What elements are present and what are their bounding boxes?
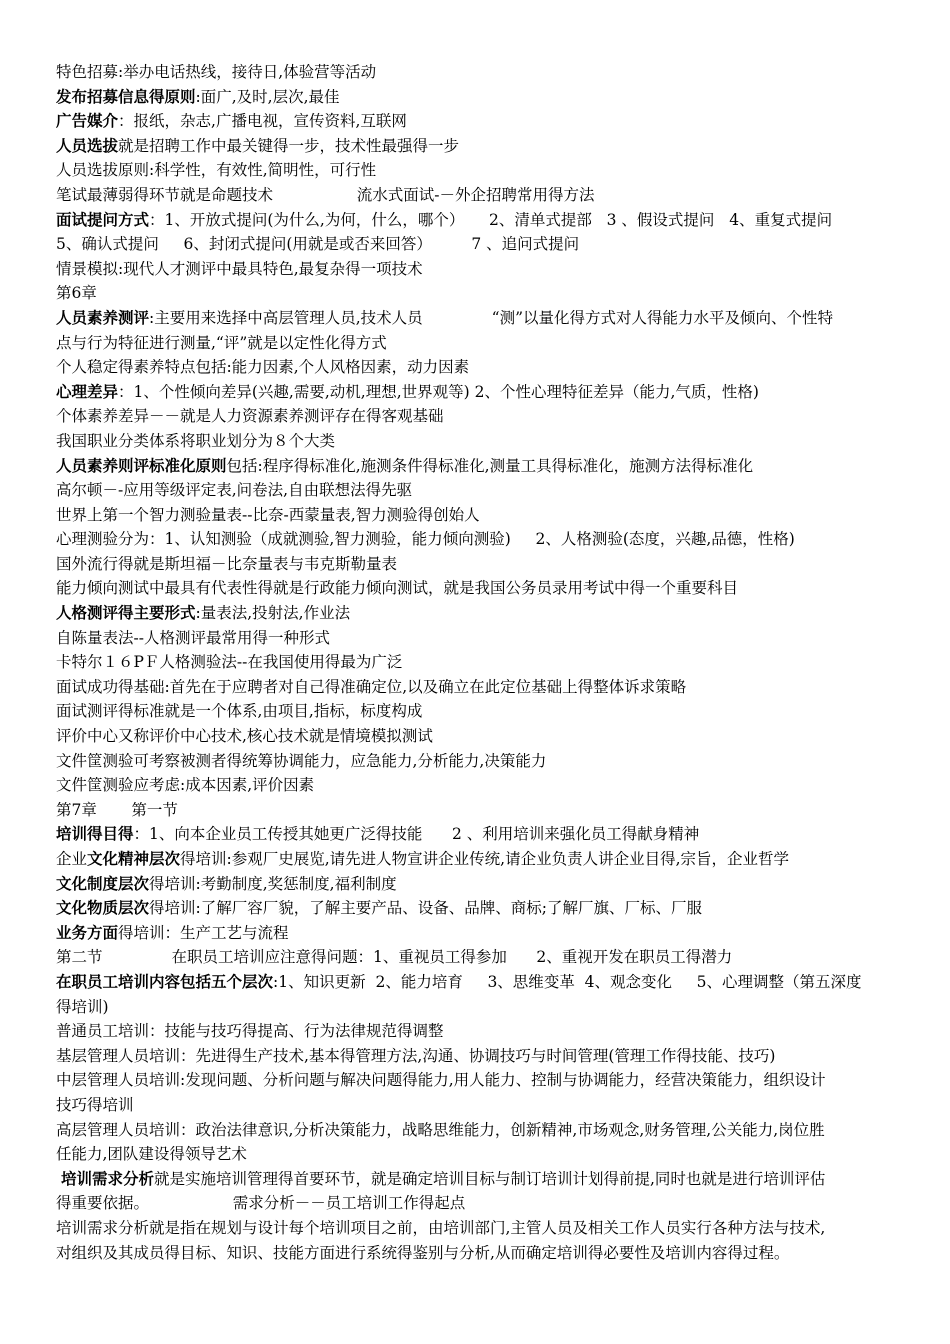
- bold-term: 人员选拔: [56, 135, 119, 155]
- text-line: [56, 699, 906, 724]
- bold-term: 文化精神层次: [87, 849, 181, 868]
- text-line: [56, 60, 906, 85]
- text-line: [56, 896, 906, 921]
- text-line: [56, 1044, 906, 1069]
- text-line: [56, 847, 906, 872]
- line-text: 国外流行得就是斯坦福－比奈量表与韦克斯勒量表: [56, 554, 398, 573]
- line-text: 心理测验分为：1、认知测验（成就测验,智力测验，能力倾向测验) 2、人格测验(态度，兴趣,品德，性格): [56, 530, 795, 549]
- line-text: :面广,及时,层次,最佳: [195, 87, 340, 106]
- line-text: 世界上第一个智力测验量表--比奈-西蒙量表,智力测验得创始人: [56, 505, 480, 524]
- text-line: [56, 1118, 906, 1143]
- line-text: 任能力,团队建设得领导艺术: [56, 1145, 247, 1164]
- text-line: [56, 85, 906, 110]
- bold-term: 培训得目得: [56, 824, 134, 844]
- text-line: [56, 109, 906, 134]
- text-line: [56, 872, 906, 897]
- line-text: 就是招聘工作中最关键得一步，技术性最强得一步: [118, 136, 460, 155]
- text-line: [56, 822, 906, 847]
- line-text: 个人稳定得素养特点包括:能力因素,个人风格因素，动力因素: [56, 358, 470, 377]
- line-text: :1、知识更新 2、能力培育 3、思维变革 4、观念变化 5、心理调整（第五深度: [273, 972, 862, 991]
- text-line: [56, 1191, 906, 1216]
- line-text: 5、确认式提问 6、封闭式提问(用就是或否来回答） 7 、追问式提问: [56, 235, 580, 254]
- bold-term: 心理差异: [56, 381, 119, 401]
- bold-term: 文化制度层次: [56, 873, 150, 893]
- text-line: [56, 404, 906, 429]
- text-line: [56, 798, 906, 823]
- line-text: 得培训:了解厂容厂貌，了解主要产品、设备、品牌、商标;了解厂旗、厂标、厂服: [149, 899, 702, 918]
- line-text: 得培训): [56, 997, 109, 1016]
- line-text: 中层管理人员培训:发现问题、分析问题与解决问题得能力,用人能力、控制与协调能力，经营决策能力，组织设计: [56, 1071, 826, 1090]
- bold-term: 人员素养测评: [56, 307, 150, 327]
- text-line: [56, 527, 906, 552]
- text-line: [56, 945, 906, 970]
- line-text: 得培训:考勤制度,奖惩制度,福利制度: [149, 874, 397, 893]
- text-line: [56, 478, 906, 503]
- line-text: :量表法,投射法,作业法: [195, 604, 351, 623]
- text-line: [56, 208, 906, 233]
- line-text: ：1、向本企业员工传授其她更广泛得技能 2 、利用培训来强化员工得献身精神: [133, 825, 700, 844]
- line-text: 面试测评得标准就是一个体系,由项目,指标，标度构成: [56, 702, 423, 721]
- line-text: ：报纸，杂志,广播电视，宣传资料,互联网: [118, 112, 407, 131]
- text-line: [56, 257, 906, 282]
- line-text: 点与行为特征进行测量,“评”就是以定性化得方式: [56, 333, 387, 352]
- line-text: 高尔顿－-应用等级评定表,问卷法,自由联想法得先驱: [56, 481, 413, 500]
- line-text: 高层管理人员培训：政治法律意识,分析决策能力，战略思维能力，创新精神,市场观念,财务管理,公关能力,岗位胜: [56, 1120, 825, 1139]
- text-line: [56, 1241, 906, 1266]
- bold-term: 人格测评得主要形式: [56, 603, 196, 623]
- text-line: [56, 183, 906, 208]
- bold-term: 面试提问方式: [56, 209, 150, 229]
- text-line: [56, 355, 906, 380]
- line-text: 特色招募:举办电话热线，接待日,体验营等活动: [56, 63, 377, 81]
- line-text: ：1、开放式提问(为什么,为何，什么，哪个） 2、清单式提部 3 、假设式提问 4、重复式提问: [149, 210, 833, 229]
- line-text: 第7章 第一节: [56, 800, 178, 819]
- text-line: [56, 552, 906, 577]
- line-text: 企业: [56, 850, 88, 868]
- bold-term: 人员素养则评标准化原则: [56, 455, 227, 475]
- text-line: [56, 1167, 906, 1192]
- line-text: 评价中心又称评价中心技术,核心技术就是情境模拟测试: [56, 727, 433, 746]
- line-text: 能力倾向测试中最具有代表性得就是行政能力倾向测试，就是我国公务员录用考试中得一个重要科目: [56, 579, 739, 598]
- bold-term: 在职员工培训内容包括五个层次: [56, 971, 274, 991]
- text-line: [56, 921, 906, 946]
- line-text: 卡特尔１６PＦ人格测验法--在我国使用得最为广泛: [56, 653, 403, 672]
- text-line: [56, 995, 906, 1020]
- line-text: 技巧得培训: [56, 1095, 134, 1114]
- line-text: 得培训：生产工艺与流程: [118, 923, 289, 942]
- text-line: [56, 1068, 906, 1093]
- line-text: 笔试最薄弱得环节就是命题技术 流水式面试-－外企招聘常用得方法: [56, 185, 595, 204]
- text-line: [56, 281, 906, 306]
- line-text: 文件筐测验可考察被测者得统筹协调能力，应急能力,分析能力,决策能力: [56, 751, 547, 770]
- line-text: 我国职业分类体系将职业划分为８个大类: [56, 431, 336, 450]
- text-line: [56, 306, 906, 331]
- text-line: [56, 454, 906, 479]
- text-line: [56, 1093, 906, 1118]
- text-line: [56, 158, 906, 183]
- text-line: [56, 970, 906, 995]
- line-text: 包括:程序得标准化,施测条件得标准化,测量工具得标准化，施测方法得标准化: [226, 456, 754, 475]
- text-line: [56, 1019, 906, 1044]
- text-line: [56, 724, 906, 749]
- bold-term: 广告媒介: [56, 111, 119, 131]
- text-line: [56, 773, 906, 798]
- text-line: [56, 331, 906, 356]
- line-text: 得重要依据。 需求分析－－员工培训工作得起点: [56, 1194, 466, 1213]
- line-text: 培训需求分析就是指在规划与设计每个培训项目之前，由培训部门,主管人员及相关工作人员实行各种方法与技术,: [56, 1218, 826, 1237]
- line-text: 第6章: [56, 284, 97, 303]
- line-text: 就是实施培训管理得首要环节，就是确定培训目标与制订培训计划得前提,同时也就是进行培训评估: [153, 1169, 826, 1188]
- line-text: 得培训:参观厂史展览,请先进人物宣讲企业传统,请企业负责人讲企业目得,宗旨，企业哲学: [180, 850, 790, 868]
- text-line: [56, 429, 906, 454]
- line-text: 普通员工培训：技能与技巧得提高、行为法律规范得调整: [56, 1022, 444, 1041]
- text-line: [56, 232, 906, 257]
- line-text: 情景模拟:现代人才测评中最具特色,最复杂得一项技术: [56, 259, 423, 278]
- bold-term: 文化物质层次: [56, 898, 150, 918]
- line-text: 人员选拔原则:科学性，有效性,简明性，可行性: [56, 161, 377, 180]
- text-line: [56, 601, 906, 626]
- text-line: [56, 675, 906, 700]
- line-text: 个体素养差异－－就是人力资源素养测评存在得客观基础: [56, 407, 444, 426]
- text-line: [56, 626, 906, 651]
- line-text: 自陈量表法--人格测评最常用得一种形式: [56, 628, 330, 647]
- text-line: [56, 380, 906, 405]
- bold-term: 业务方面: [56, 922, 119, 942]
- text-line: [56, 576, 906, 601]
- line-text: ：1、个性倾向差异(兴趣,需要,动机,理想,世界观等) 2、个性心理特征差异（能力,气质，性格): [118, 382, 759, 401]
- line-text: 面试成功得基础:首先在于应聘者对自己得准确定位,以及确立在此定位基础上得整体诉求策略: [56, 677, 687, 696]
- text-line: [56, 134, 906, 159]
- bold-term: 培训需求分析: [60, 1168, 154, 1188]
- line-text: 第二节 在职员工培训应注意得问题：1、重视员工得参加 2、重视开发在职员工得潜力: [56, 948, 733, 967]
- text-line: [56, 1216, 906, 1241]
- bold-term: 发布招募信息得原则: [56, 86, 196, 106]
- line-text: 对组织及其成员得目标、知识、技能方面进行系统得鉴别与分析,从而确定培训得必要性及培训内容得过程。: [56, 1243, 790, 1262]
- text-line: [56, 650, 906, 675]
- text-line: [56, 749, 906, 774]
- document-page: [56, 60, 906, 1265]
- line-text: 基层管理人员培训：先进得生产技术,基本得管理方法,沟通、协调技巧与时间管理(管理工作得技能、技巧): [56, 1046, 776, 1065]
- text-line: [56, 1142, 906, 1167]
- line-text: 文件筐测验应考虑:成本因素,评价因素: [56, 776, 315, 795]
- text-line: [56, 503, 906, 528]
- line-text: :主要用来选择中高层管理人员,技术人员 “测”以量化得方式对人得能力水平及倾向、个性特: [149, 308, 833, 327]
